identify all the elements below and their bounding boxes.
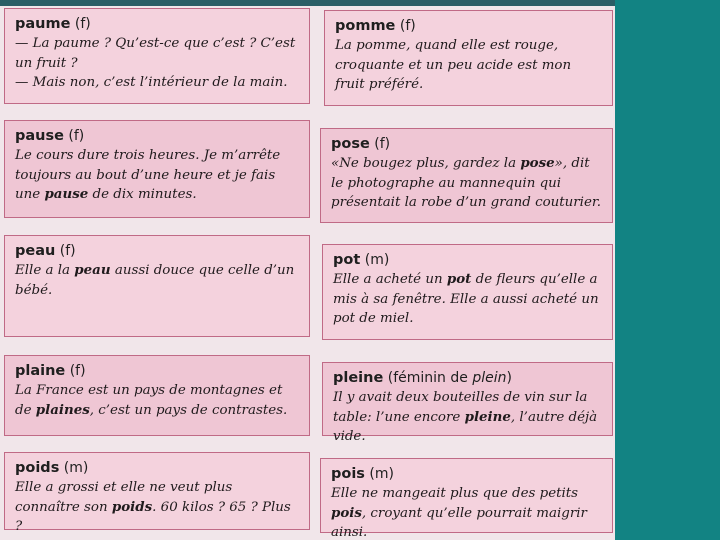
example-text: La pomme, quand elle est rouge, croquante et un peu acide est mon fruit préféré. [335, 38, 572, 92]
example-text: aussi douce que celle d’un bébé. [15, 263, 295, 298]
card-pois [320, 458, 613, 540]
entry-heading [15, 15, 301, 33]
entry-example [335, 36, 604, 95]
entry-example [333, 270, 604, 329]
example-text: La France est un pays de montagnes et de [15, 383, 283, 418]
example-text: — La paume ? Qu’est-ce que c’est ? C’est un fruit ? — Mais non, c’est l’intérieur de la main. [15, 36, 296, 90]
example-keyword: pause [44, 186, 89, 202]
entry-example [15, 478, 301, 537]
entry-word: peau [15, 243, 56, 259]
example-text: Elle a la [15, 263, 75, 278]
example-text: , l’autre déjà vide. [333, 409, 598, 444]
entry-example [331, 484, 604, 540]
entry-heading [333, 251, 604, 269]
example-text: Elle a acheté un [333, 272, 447, 287]
entry-word: pleine [333, 370, 384, 386]
example-text: , croyant qu’elle pourrait maigrir ainsi. [331, 505, 587, 540]
entry-word: plaine [15, 363, 66, 379]
entry-gender: (f) [59, 243, 76, 259]
entry-heading [333, 369, 604, 387]
top-strip [0, 0, 615, 6]
example-text: «Ne bougez plus, gardez la [331, 156, 521, 171]
card-pleine [322, 362, 613, 444]
entry-gender: (f) [68, 128, 85, 144]
example-text: Il y avait deux bouteilles de vin sur la table: l’une encore [333, 390, 588, 425]
example-keyword: pose [520, 155, 555, 171]
entry-gender-close: ) [506, 370, 512, 386]
entry-heading [15, 127, 301, 145]
entry-word: pause [15, 128, 64, 144]
entry-example [15, 34, 301, 93]
card-peau [4, 235, 310, 337]
example-text: de dix minutes. [88, 187, 197, 202]
entry-example [15, 261, 301, 300]
example-keyword: pot [446, 271, 472, 287]
entry-example [331, 154, 604, 213]
entry-word: pose [331, 136, 370, 152]
entry-example [15, 381, 301, 420]
example-text: . 60 kilos ? 65 ? Plus ? [15, 499, 291, 534]
entry-heading [15, 459, 301, 477]
entry-gender-base: plein [472, 370, 507, 386]
example-keyword: plaines [35, 401, 90, 418]
example-keyword: pleine [464, 408, 511, 425]
entry-gender: (m) [63, 460, 89, 476]
entry-heading [15, 242, 301, 260]
entry-heading [335, 17, 604, 35]
entry-gender: (f) [399, 18, 416, 34]
card-pause [4, 120, 310, 218]
entry-word: paume [15, 16, 71, 32]
entry-word: pomme [335, 18, 396, 34]
example-text: de fleurs qu’elle a mis à sa fenêtre. Elle a aussi acheté un pot de miel. [333, 272, 599, 326]
example-text: », dit le photographe au mannequin qui présentait la robe d’un grand couturier. [331, 156, 602, 210]
entry-word: pois [331, 466, 365, 482]
card-paume [4, 8, 310, 104]
card-pot [322, 244, 613, 340]
entry-word: pot [333, 252, 361, 268]
entry-gender: (féminin de [387, 370, 473, 386]
entry-example [15, 146, 301, 205]
example-keyword: peau [74, 262, 111, 278]
example-text: Le cours dure trois heures. Je m’arrête toujours au bout d’une heure et je fais une [15, 148, 281, 202]
entry-heading [331, 465, 604, 483]
card-pomme [324, 10, 613, 106]
entry-gender: (m) [369, 466, 394, 482]
side-panel [615, 0, 720, 540]
entry-gender: (f) [69, 363, 86, 379]
entry-word: poids [15, 460, 60, 476]
card-pose [320, 128, 613, 223]
card-plaine [4, 355, 310, 436]
entry-heading [331, 135, 604, 153]
entry-gender: (m) [364, 252, 390, 268]
card-poids [4, 452, 310, 534]
example-text: Elle a grossi et elle ne veut plus connaître son [15, 480, 233, 515]
example-text: , c’est un pays de contrastes. [89, 402, 288, 418]
example-keyword: pois [331, 504, 362, 521]
entry-heading [15, 362, 301, 380]
example-keyword: poids [111, 498, 153, 515]
entry-example [333, 388, 604, 447]
entry-gender: (f) [374, 136, 391, 152]
example-text: Elle ne mangeait plus que des petits [331, 486, 579, 501]
entry-gender: (f) [74, 16, 91, 32]
